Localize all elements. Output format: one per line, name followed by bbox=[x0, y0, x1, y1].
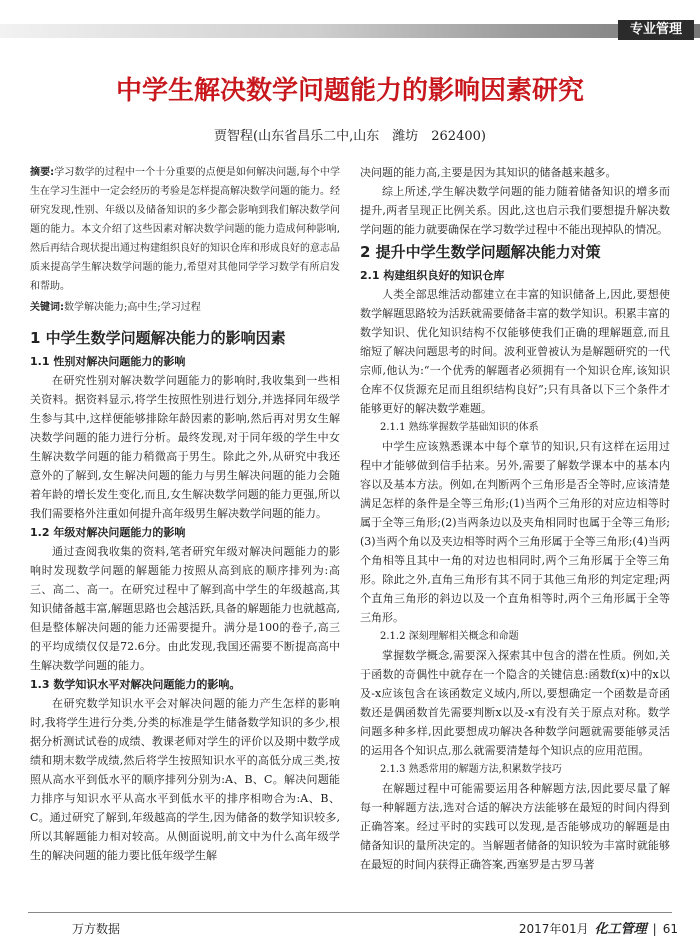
section-1-1-title: 1.1 性别对解决问题能力的影响 bbox=[30, 355, 186, 368]
article-title: 中学生解决数学问题能力的影响因素研究 bbox=[115, 76, 584, 106]
section-1-2-title: 1.2 年级对解决问题能力的影响 bbox=[30, 526, 186, 539]
paragraph: 在研究数学知识水平会对解决问题的能力产生怎样的影响时,我将学生进行分类,分类的标准是学生储备数学知识的多少,根据分析测试试卷的成绩、教课老师对学生的评价以及期中数学成绩和期末数学成绩,然后将学生按照知识水平的高低分成三类,按照从高水平到低水平的顺序排列分别为:A、B、C。解决问题能力排序与知识水平从高水平到低水平的排序相吻合为:A、B、C。通过研究了解到,年级越高的学生,因为储备的数学知识较多,所以其解题能力相对较高。从侧面说明,前文中为什么高年级学生的解决问题的能力要比低年级学生解 bbox=[30, 697, 340, 862]
paragraph: 综上所述,学生解决数学问题的能力随着储备知识的增多而提升,两者呈现正比例关系。因此,这也启示我们要想提升解决数学问题的能力就要确保在学习数学过程中不能出现掉队的情况。 bbox=[360, 185, 670, 236]
paragraph: 在研究性别对解决数学问题能力的影响时,我收集到一些相关资料。据资料显示,将学生按照性别进行划分,并选择同年级学生参与其中,这样便能够排除年龄因素的影响,然后再对男女生解决数学问题的能力进行分析。最终发现,对于同年级的学生中女生解决数学问题的能力稍微高于男生。除此之外,从研究中我还意外的了解到,女生解决问题的能力与男生解决问题的能力会随着年龄的增长发生变化,而且,女生解决数学问题的能力更强,所以我们需要格外注重如何提升高年级男生解决数学问题的能力。 bbox=[30, 374, 340, 520]
section-2-1-3-title: 2.1.3 熟悉常用的解题方法,积累数学技巧 bbox=[380, 764, 562, 775]
paragraph: 决问题的能力高,主要是因为其知识的储备越来越多。 bbox=[360, 166, 617, 179]
footer-rule bbox=[28, 912, 672, 913]
footer-source: 万方数据 bbox=[72, 922, 121, 936]
footer-separator: | bbox=[652, 922, 657, 936]
paragraph: 中学生应该熟悉课本中每个章节的知识,只有这样在运用过程中才能够做到信手拈来。另外,需要了解数学课本中的基本内容以及基本方法。例如,在判断两个三角形是否全等时,应该清楚满足怎样的条件是全等三角形;(1)当两个三角形的对应边相等时属于全等三角形;(2)当两条边以及夹角相同时也属于全等三角形;(3)当两个角以及夹边相等时两个三角形属于全等三角形;(4)当两个角相等且其中一角的对边也相同时,两个三角形属于全等三角形。除此之外,直角三角形有其不同于其他三角形的判定定理;两个直角三角形的斜边以及一个直角相等时,两个三角形属于全等三角形。 bbox=[360, 440, 670, 624]
section-2-1-2-title: 2.1.2 深刻理解相关概念和命题 bbox=[380, 631, 519, 642]
paragraph: 掌握数学概念,需要深入探索其中包含的潜在性质。例如,关于函数的奇偶性中就存在一个隐含的关键信息:函数f(x)中的x以及-x应该包含在该函数定义域内,所以,要想确定一个函数是奇函数还是偶函数首先需要判断x以及-x有没有关于原点对称。数学问题多种多样,因此要想成功解决各种数学问题就需要能够灵活的运用各个知识点,那么就需要清楚每个知识点的应用范围。 bbox=[360, 649, 670, 757]
keywords-label: 关键词: bbox=[30, 302, 64, 313]
left-column bbox=[30, 163, 340, 865]
author-line: 贾智程(山东省昌乐二中,山东 潍坊 262400) bbox=[214, 129, 486, 144]
footer-date: 2017年01月 bbox=[518, 922, 589, 936]
header-bar bbox=[0, 24, 700, 38]
page-number: 61 bbox=[662, 922, 678, 936]
section-1-3-title: 1.3 数学知识水平对解决问题能力的影响。 bbox=[30, 678, 241, 691]
section-tag: 专业管理 bbox=[618, 20, 694, 40]
right-column bbox=[360, 163, 670, 874]
abstract-label: 摘要: bbox=[30, 167, 55, 178]
section-2-1-title: 2.1 构建组织良好的知识仓库 bbox=[360, 269, 505, 282]
section-1-title: 1 中学生数学问题解决能力的影响因素 bbox=[30, 329, 286, 347]
section-2-title: 2 提升中学生数学问题解决能力对策 bbox=[360, 243, 601, 261]
section-2-1-1-title: 2.1.1 熟练掌握数学基础知识的体系 bbox=[380, 422, 539, 433]
keywords bbox=[30, 298, 340, 317]
keywords-text: 数学解决能力;高中生;学习过程 bbox=[64, 302, 201, 313]
paragraph: 通过查阅我收集的资料,笔者研究年级对解决问题能力的影响时发现数学问题的解题能力按照从高到底的顺序排列为:高三、高二、高一。在研究过程中了解到高中学生的年级越高,其知识储备越丰富,解题思路也会越活跃,具备的解题能力也就越高,但是整体解决问题的能力还需要提升。满分是100的卷子,高三的平均成绩仅仅是72.6分。由此发现,我国还需要不断提高高中生解决数学问题的能力。 bbox=[30, 545, 340, 672]
paragraph: 人类全部思维活动都建立在丰富的知识储备上,因此,要想使数学解题思路较为活跃就需要储备丰富的数学知识。积累丰富的数学知识、优化知识结构不仅能够使我们正确的理解题意,而且缩短了解决问题思考的时间。波利亚曾被认为是解题研究的一代宗师,他认为:“一个优秀的解题者必须拥有一个知识仓库,该知识仓库不仅货源充足而且组织结构良好”;只有具备以下三个条件才能够更好的解决数学难题。 bbox=[360, 288, 670, 415]
abstract-text: 学习数学的过程中一个十分重要的点便是如何解决问题,每个中学生在学习生涯中一定会经历的考验是怎样提高解决数学问题的能力。经研究发现,性别、年级以及储备知识的多少都会影响到我们解决数学问题的能力。本文介绍了这些因素对解决数学问题的能力造成何种影响,然后再结合现状提出通过构建组织良好的知识仓库和形成良好的意志品质来提高学生解决数学问题的能力,希望对其他同学学习数学有所启发和帮助。 bbox=[30, 167, 340, 292]
footer-right bbox=[519, 918, 678, 937]
paragraph: 在解题过程中可能需要运用各种解题方法,因此要尽量了解每一种解题方法,选对合适的解决方法能够在最短的时间内得到正确答案。经过平时的实践可以发现,是否能够成功的解题是由储备知识的量所决定的。当解题者储备的知识较为丰富时就能够在最短的时间内获得正确答案,西塞罗是古罗马著 bbox=[360, 782, 670, 871]
abstract bbox=[30, 163, 340, 296]
magazine-name: 化工管理 bbox=[594, 922, 647, 937]
